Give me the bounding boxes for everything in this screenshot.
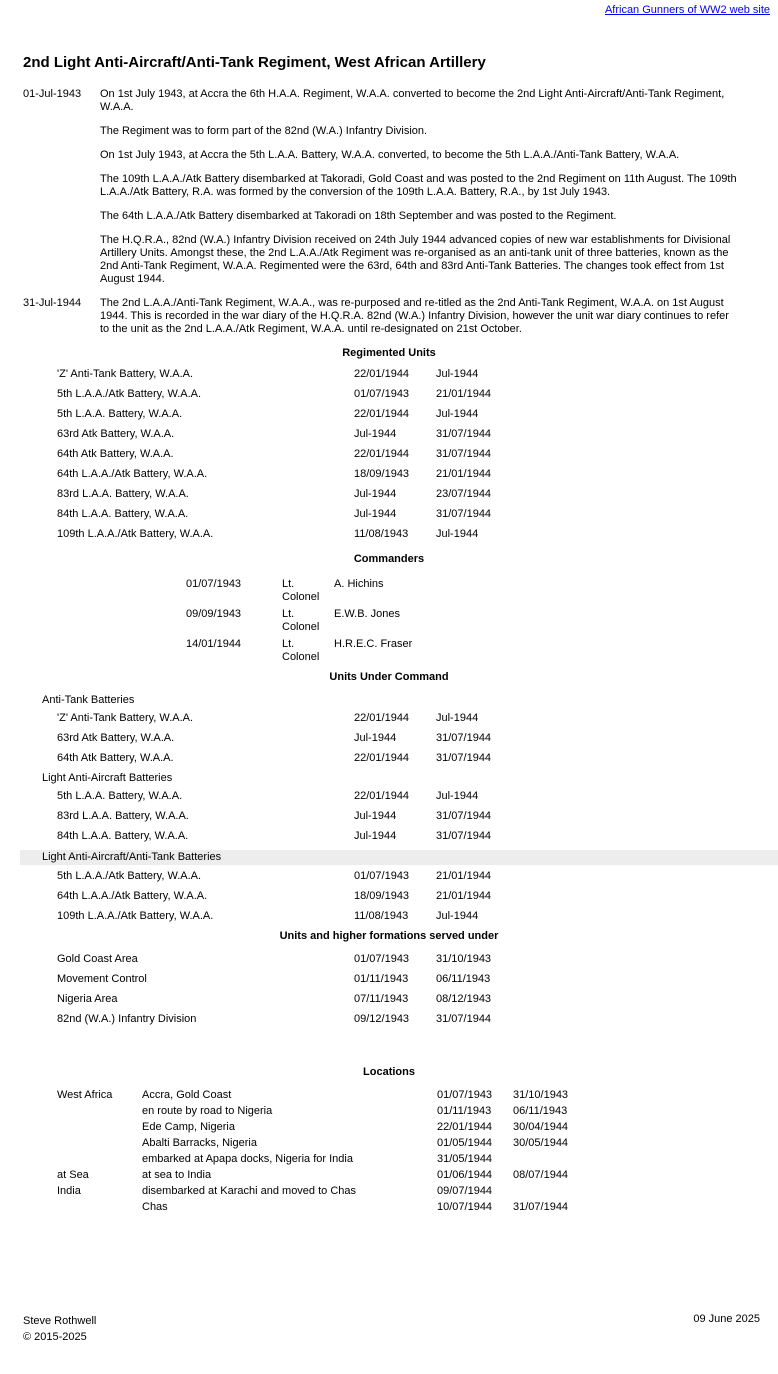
to-date [513,1153,778,1166]
place: Chas [142,1201,168,1213]
table-row [0,468,778,481]
paragraph: The 109th L.A.A./Atk Battery disembarked at Takoradi, Gold Coast and was posted to the 2nd Regiment on 11th August. The 109th L.A.A./Atk Battery, R.A. was formed by the conversion of the 109th L.A.A. Battery, R.A., by 1st July 1943. [100,173,737,198]
group-label: Light Anti-Aircraft Batteries [42,772,173,784]
table-row [0,608,778,634]
table-row [0,528,778,541]
from-date [446,694,528,707]
footer-author-block [23,1313,96,1345]
appointment-date: 09/09/1943 [186,608,242,620]
site-home-link[interactable]: African Gunners of WW2 web site [604,4,770,16]
section-title: Units and higher formations served under [279,930,499,942]
to-date: 31/07/1944 [436,752,492,764]
unit-name: 64th L.A.A./Atk Battery, W.A.A. [57,890,208,902]
from-date: 22/01/1944 [354,712,410,724]
from-date: 11/08/1943 [354,528,409,540]
to-date: Jul-1944 [436,910,479,922]
from-date: Jul-1944 [354,732,397,744]
region: West Africa [57,1089,113,1101]
group-label: Light Anti-Aircraft/Anti-Tank Batteries [42,851,222,863]
unit-name [221,851,533,864]
formation-name: Gold Coast Area [57,953,138,965]
table-row [0,578,778,604]
unit-name: 5th L.A.A./Atk Battery, W.A.A. [57,388,202,400]
commanders-table [0,578,778,664]
from-date: 22/01/1944 [354,448,410,460]
commander-name: H.R.E.C. Fraser [334,638,413,650]
table-row [0,1121,778,1134]
from-date: 01/11/1943 [354,973,409,985]
table-row [0,1089,778,1102]
from-date: 01/07/1943 [437,1089,493,1101]
table-row [20,694,778,707]
table-row [0,408,778,421]
timeline-entry [0,297,778,347]
place: embarked at Apapa docks, Nigeria for India [142,1153,353,1165]
rank: Lt. Colonel [282,638,320,663]
from-date: Jul-1944 [354,428,397,440]
table-row [0,1105,778,1118]
footer [0,1313,778,1345]
timeline-entry [0,88,778,297]
from-date: 01/07/1943 [354,953,410,965]
from-date: 01/05/1944 [437,1137,493,1149]
to-date: Jul-1944 [436,790,479,802]
table-row [0,428,778,441]
paragraph: The 64th L.A.A./Atk Battery disembarked at Takoradi on 18th September and was posted to the Regiment. [100,210,617,222]
unit-name: 5th L.A.A. Battery, W.A.A. [57,408,183,420]
to-date: 31/07/1944 [436,810,492,822]
appointment-date: 01/07/1943 [186,578,242,590]
formation-name: Nigeria Area [57,993,118,1005]
entry-paragraphs [100,297,740,347]
to-date: 21/01/1944 [436,890,492,902]
to-date: 23/07/1944 [436,488,492,500]
region [57,1137,142,1150]
formation-name: Movement Control [57,973,147,985]
section-regimented-units [0,347,778,541]
to-date: 06/11/1943 [436,973,491,985]
region: at Sea [57,1169,89,1181]
region [57,1121,142,1134]
author-name: Steve Rothwell [23,1315,97,1327]
unit-name: 83rd L.A.A. Battery, W.A.A. [57,810,189,822]
to-date [528,694,778,707]
from-date: 31/05/1944 [437,1153,493,1165]
place: Abalti Barracks, Nigeria [142,1137,257,1149]
unit-name: 64th Atk Battery, W.A.A. [57,752,174,764]
section-locations [0,1066,778,1214]
to-date: 31/10/1943 [436,953,492,965]
to-date [615,851,778,864]
group-label: Anti-Tank Batteries [42,694,135,706]
table-row [20,850,778,865]
from-date: 22/01/1944 [437,1121,493,1133]
table-row [20,772,778,785]
table-row [20,810,778,823]
unit-name [172,772,484,785]
table-row [20,752,778,765]
region [57,1105,142,1118]
to-date: Jul-1944 [436,368,479,380]
commander-name: E.W.B. Jones [334,608,401,620]
appointment-date: 14/01/1944 [186,638,242,650]
unit-name: 5th L.A.A./Atk Battery, W.A.A. [57,870,202,882]
region [57,1201,142,1214]
section-commanders [0,553,778,664]
unit-name: 'Z' Anti-Tank Battery, W.A.A. [57,712,194,724]
from-date [533,851,615,864]
table-row [0,638,778,664]
formation-name: 82nd (W.A.) Infantry Division [57,1013,197,1025]
unit-name: 63rd Atk Battery, W.A.A. [57,428,175,440]
locations-table [0,1089,778,1214]
to-date [566,772,778,785]
place: at sea to India [142,1169,212,1181]
table-row [0,1201,778,1214]
section-title: Units Under Command [329,671,449,683]
header-link-row [0,0,778,17]
to-date: 21/01/1944 [436,870,492,882]
regimented-units-table [0,368,778,541]
unit-name: 84th L.A.A. Battery, W.A.A. [57,830,189,842]
table-row [0,1169,778,1182]
unit-name: 64th Atk Battery, W.A.A. [57,448,174,460]
from-date: 01/07/1943 [354,388,410,400]
table-row [0,448,778,461]
table-row [0,1013,778,1026]
from-date: 07/11/1943 [354,993,409,1005]
place: disembarked at Karachi and moved to Chas [142,1185,357,1197]
from-date: Jul-1944 [354,830,397,842]
paragraph: The H.Q.R.A., 82nd (W.A.) Infantry Division received on 24th July 1944 advanced copies of new war establishments for Divisional Artillery Units. Amongst these, the 2nd L.A.A./Atk Regiment was re-organised as an anti-tank unit of three batteries, known as the 2nd Anti-Tank Regiment, W.A.A. Regimented were the 63rd, 64th and 83rd Anti-Tank Batteries. The changes took effect from 1st August 1944. [100,234,731,285]
table-row [20,830,778,843]
from-date: 10/07/1944 [437,1201,493,1213]
entry-date: 31-Jul-1944 [23,297,82,309]
from-date: Jul-1944 [354,508,397,520]
higher-formations-table [0,953,778,1026]
from-date: 22/01/1944 [354,368,410,380]
to-date: 08/07/1944 [513,1169,569,1181]
to-date: Jul-1944 [436,528,479,540]
paragraph: On 1st July 1943, at Accra the 5th L.A.A. Battery, W.A.A. converted, to become the 5th L.A.A./Anti-Tank Battery, W.A.A. [100,149,680,161]
unit-name: 'Z' Anti-Tank Battery, W.A.A. [57,368,194,380]
rank: Lt. Colonel [282,578,320,603]
section-title: Locations [363,1066,415,1078]
unit-name: 64th L.A.A./Atk Battery, W.A.A. [57,468,208,480]
table-row [0,1153,778,1166]
from-date: 11/08/1943 [354,910,409,922]
table-row [20,870,778,883]
to-date: 31/10/1943 [513,1089,569,1101]
from-date: Jul-1944 [354,488,397,500]
region: India [57,1185,81,1197]
to-date: 31/07/1944 [436,830,492,842]
to-date [513,1185,778,1198]
to-date: 30/04/1944 [513,1121,569,1133]
from-date [484,772,566,785]
table-row [0,993,778,1006]
unit-name: 84th L.A.A. Battery, W.A.A. [57,508,189,520]
to-date: 08/12/1943 [436,993,492,1005]
to-date: 31/07/1944 [513,1201,569,1213]
unit-name [134,694,446,707]
paragraph: On 1st July 1943, at Accra the 6th H.A.A. Regiment, W.A.A. converted to become the 2nd Light Anti-Aircraft/Anti-Tank Regiment, W.A.A. [100,88,725,113]
from-date: 09/12/1943 [354,1013,410,1025]
unit-name: 83rd L.A.A. Battery, W.A.A. [57,488,189,500]
rank: Lt. Colonel [282,608,320,633]
to-date: 31/07/1944 [436,428,492,440]
entry-date: 01-Jul-1943 [23,88,82,100]
to-date: Jul-1944 [436,712,479,724]
table-row [0,488,778,501]
paragraph: The Regiment was to form part of the 82nd (W.A.) Infantry Division. [100,125,428,137]
unit-name: 5th L.A.A. Battery, W.A.A. [57,790,183,802]
to-date: 31/07/1944 [436,448,492,460]
copyright: © 2015-2025 [23,1331,87,1343]
from-date: 09/07/1944 [437,1185,493,1197]
to-date: 31/07/1944 [436,732,492,744]
from-date: 01/06/1944 [437,1169,493,1181]
to-date: 31/07/1944 [436,508,492,520]
unit-name: 63rd Atk Battery, W.A.A. [57,732,175,744]
table-row [0,973,778,986]
to-date: 30/05/1944 [513,1137,569,1149]
place: Accra, Gold Coast [142,1089,232,1101]
units-under-command-table [0,694,778,923]
table-row [20,732,778,745]
place: Ede Camp, Nigeria [142,1121,235,1133]
table-row [20,890,778,903]
commander-name: A. Hichins [334,578,384,590]
table-row [0,508,778,521]
to-date: Jul-1944 [436,408,479,420]
table-row [0,1185,778,1198]
section-title: Regimented Units [342,347,436,359]
table-row [20,790,778,803]
from-date: 18/09/1943 [354,468,410,480]
table-row [0,388,778,401]
paragraph: The 2nd L.A.A./Anti-Tank Regiment, W.A.A., was re-purposed and re-titled as the 2nd Anti-Tank Regiment, W.A.A. on 1st August 1944. This is recorded in the war diary of the H.Q.R.A. 82nd (W.A.) Infantry Division, however the unit war diary continues to refer to the unit as the 2nd L.A.A./Atk Regiment, W.A.A. until re-designated on 21st October. [100,297,729,335]
from-date: 01/07/1943 [354,870,410,882]
unit-name: 109th L.A.A./Atk Battery, W.A.A. [57,528,214,540]
section-title: Commanders [353,553,425,565]
to-date: 31/07/1944 [436,1013,492,1025]
from-date: 18/09/1943 [354,890,410,902]
timeline [0,88,778,347]
section-units-under-command [0,671,778,923]
table-row [20,712,778,725]
from-date: 22/01/1944 [354,408,410,420]
table-row [0,368,778,381]
from-date: 22/01/1944 [354,752,410,764]
table-row [20,910,778,923]
table-row [0,1137,778,1150]
place: en route by road to Nigeria [142,1105,273,1117]
region [57,1153,142,1166]
page-title: 2nd Light Anti-Aircraft/Anti-Tank Regiment, West African Artillery [23,54,486,71]
from-date: 22/01/1944 [354,790,410,802]
unit-name: 109th L.A.A./Atk Battery, W.A.A. [57,910,214,922]
table-row [0,953,778,966]
from-date: Jul-1944 [354,810,397,822]
section-higher-formations [0,930,778,1026]
to-date: 21/01/1944 [436,468,492,480]
from-date: 01/11/1943 [437,1105,492,1117]
page-date: 09 June 2025 [693,1313,760,1325]
to-date: 06/11/1943 [513,1105,568,1117]
to-date: 21/01/1944 [436,388,492,400]
entry-paragraphs [100,88,740,297]
